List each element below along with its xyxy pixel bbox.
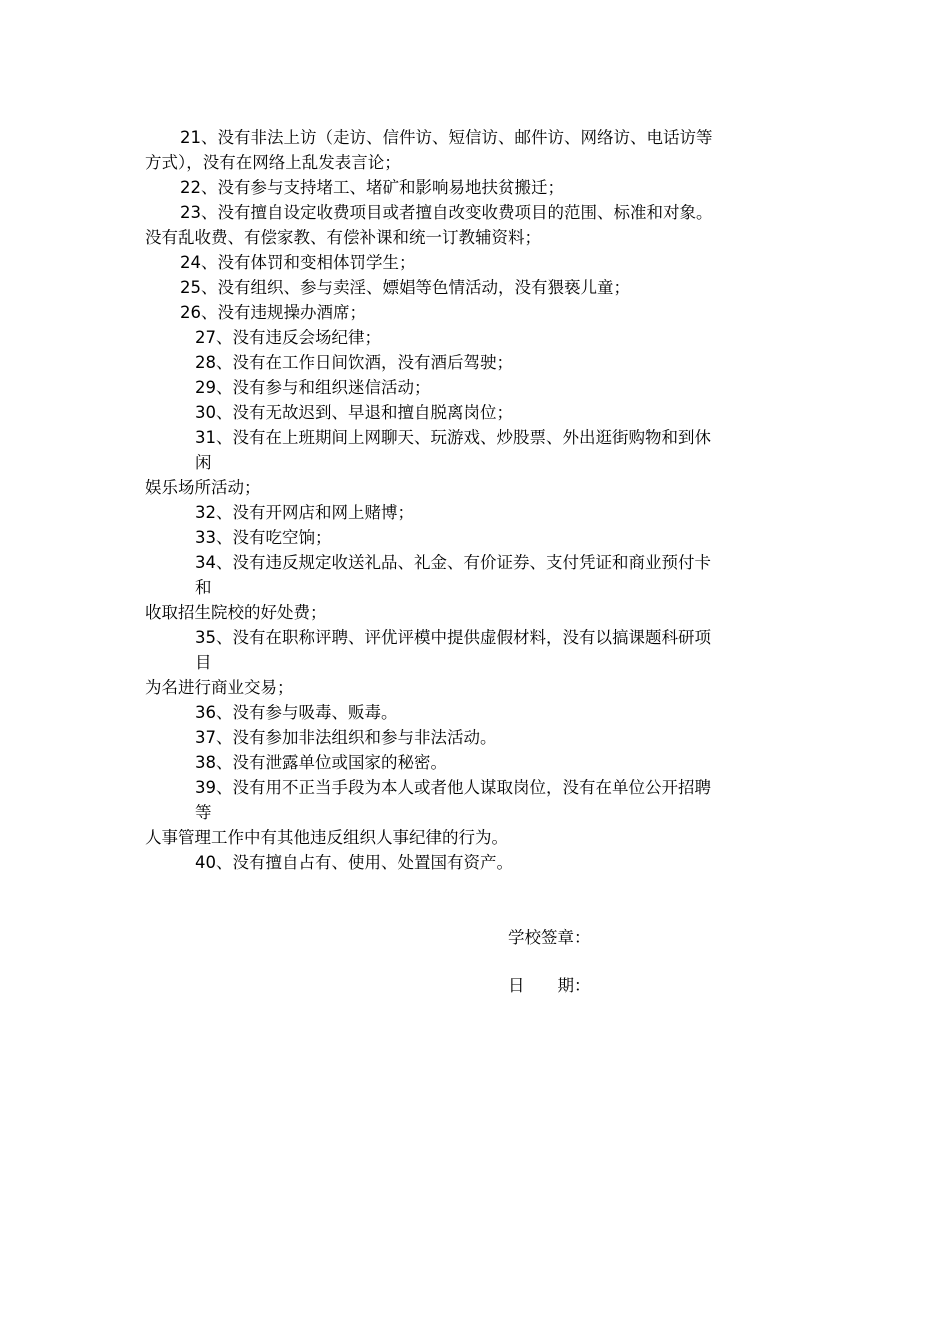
clause-27: 27、没有违反会场纪律； xyxy=(195,328,381,347)
clause-33: 33、没有吃空饷； xyxy=(195,528,332,547)
clause-21-line-2: 方式），没有在网络上乱发表言论； xyxy=(145,153,401,172)
clause-40: 40、没有擅自占有、使用、处置国有资产。 xyxy=(195,853,513,872)
clause-30: 30、没有无故迟到、早退和擅自脱离岗位； xyxy=(195,403,513,422)
clause-32: 32、没有开网店和网上赌博； xyxy=(195,503,414,522)
clause-21-line-1: 21、没有非法上访（走访、信件访、短信访、邮件访、网络访、电话访等 xyxy=(180,128,713,147)
clause-31-line-3: 娱乐场所活动； xyxy=(145,478,261,497)
clause-23-line-2: 没有乱收费、有偿家教、有偿补课和统一订教辅资料； xyxy=(145,228,541,247)
clause-39-line-3: 人事管理工作中有其他违反组织人事纪律的行为。 xyxy=(145,828,508,847)
date-label: 日 期： xyxy=(508,976,591,995)
clause-35-line-1: 35、没有在职称评聘、评优评模中提供虚假材料，没有以搞课题科研项 xyxy=(195,628,711,647)
clause-25: 25、没有组织、参与卖淫、嫖娼等色情活动，没有猥亵儿童； xyxy=(180,278,630,297)
clause-39-line-1: 39、没有用不正当手段为本人或者他人谋取岗位，没有在单位公开招聘 xyxy=(195,778,711,797)
clause-35-line-2: 目 xyxy=(195,653,212,672)
clause-37: 37、没有参加非法组织和参与非法活动。 xyxy=(195,728,497,747)
clause-26: 26、没有违规操办酒席； xyxy=(180,303,366,322)
clause-35-line-3: 为名进行商业交易； xyxy=(145,678,294,697)
clause-29: 29、没有参与和组织迷信活动； xyxy=(195,378,431,397)
clause-34-line-2: 和 xyxy=(195,578,212,597)
school-seal-label: 学校签章： xyxy=(508,928,591,947)
clause-36: 36、没有参与吸毒、贩毒。 xyxy=(195,703,398,722)
clause-31-line-1: 31、没有在上班期间上网聊天、玩游戏、炒股票、外出逛街购物和到休 xyxy=(195,428,711,447)
clause-23-line-1: 23、没有擅自设定收费项目或者擅自改变收费项目的范围、标准和对象。 xyxy=(180,203,713,222)
clause-39-line-2: 等 xyxy=(195,803,212,822)
clause-38: 38、没有泄露单位或国家的秘密。 xyxy=(195,753,447,772)
clause-28: 28、没有在工作日间饮酒，没有酒后驾驶； xyxy=(195,353,513,372)
clause-31-line-2: 闲 xyxy=(195,453,212,472)
clause-22: 22、没有参与支持堵工、堵矿和影响易地扶贫搬迁； xyxy=(180,178,564,197)
clause-34-line-3: 收取招生院校的好处费； xyxy=(145,603,327,622)
clause-34-line-1: 34、没有违反规定收送礼品、礼金、有价证券、支付凭证和商业预付卡 xyxy=(195,553,711,572)
clause-24: 24、没有体罚和变相体罚学生； xyxy=(180,253,416,272)
